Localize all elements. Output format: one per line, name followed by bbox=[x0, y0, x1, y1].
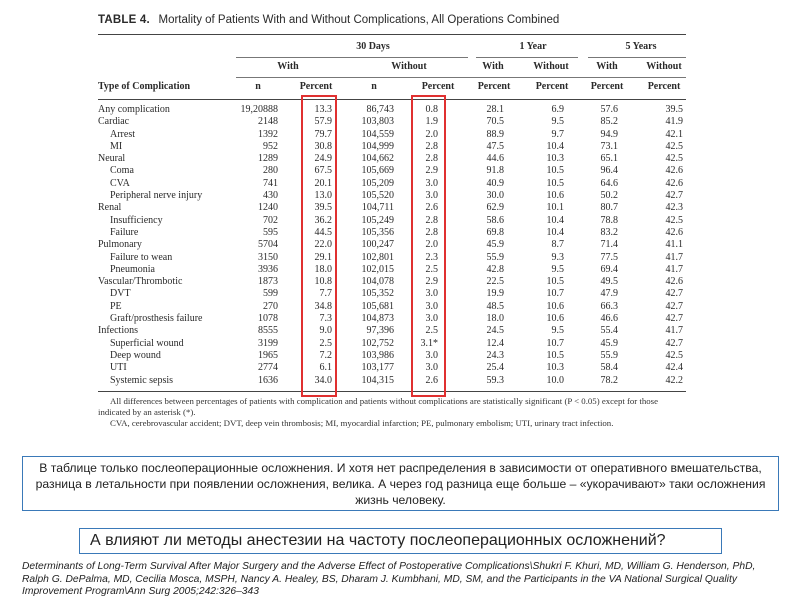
cell-1y-with: 24.3 bbox=[486, 349, 504, 361]
cell-5y-without: 42.7 bbox=[665, 313, 683, 325]
cell-with-n: 1289 bbox=[258, 153, 278, 165]
cell-1y-without: 10.6 bbox=[546, 190, 564, 202]
cell-1y-without: 10.5 bbox=[546, 177, 564, 189]
cell-5y-with: 77.5 bbox=[600, 251, 618, 263]
table-title bbox=[98, 8, 686, 32]
table-row bbox=[98, 239, 686, 251]
cell-with-n: 19,20888 bbox=[240, 104, 278, 115]
footnote-abbreviations: CVA, cerebrovascular accident; DVT, deep vein thrombosis; MI, myocardial infarction; PE, pulmonary embolism; UTI, urinary tract infection. bbox=[110, 417, 614, 428]
cell-without-percent: 2.8 bbox=[425, 140, 438, 152]
header-1y-without: Without bbox=[533, 61, 569, 72]
mortality-table bbox=[98, 8, 686, 429]
cell-with-percent: 29.1 bbox=[314, 251, 332, 263]
cell-without-n: 105,669 bbox=[361, 165, 394, 177]
cell-without-n: 103,177 bbox=[361, 362, 394, 374]
header-30-days: 30 Days bbox=[356, 41, 390, 52]
cell-1y-with: 24.5 bbox=[486, 325, 504, 337]
cell-with-percent: 24.9 bbox=[314, 153, 332, 165]
cell-1y-without: 10.4 bbox=[546, 140, 564, 152]
table-caption: Mortality of Patients With and Without Complications, All Operations Combined bbox=[158, 14, 560, 26]
cell-1y-without: 10.4 bbox=[546, 226, 564, 238]
cell-5y-with: 69.4 bbox=[600, 263, 618, 275]
cell-1y-with: 48.5 bbox=[486, 300, 504, 312]
table-row bbox=[98, 178, 686, 190]
cell-with-n: 1078 bbox=[258, 313, 278, 325]
table-row bbox=[98, 375, 686, 387]
cell-5y-without: 42.2 bbox=[665, 374, 683, 386]
row-label: MI bbox=[110, 140, 123, 152]
cell-1y-with: 18.0 bbox=[486, 313, 504, 325]
cell-5y-with: 78.2 bbox=[600, 374, 618, 386]
header-30-without: Without bbox=[391, 61, 427, 72]
cell-5y-with: 49.5 bbox=[600, 276, 618, 288]
cell-5y-with: 66.3 bbox=[600, 300, 618, 312]
table-row bbox=[98, 338, 686, 350]
cell-5y-with: 45.9 bbox=[600, 337, 618, 349]
cell-1y-without: 6.9 bbox=[551, 104, 564, 115]
cell-5y-with: 80.7 bbox=[600, 202, 618, 214]
cell-5y-with: 85.2 bbox=[600, 116, 618, 128]
row-label: Failure bbox=[110, 226, 139, 238]
table-row bbox=[98, 165, 686, 177]
row-label: Vascular/Thrombotic bbox=[98, 276, 183, 288]
header-n-without: n bbox=[371, 81, 377, 92]
cell-5y-without: 41.1 bbox=[665, 239, 683, 251]
table-row bbox=[98, 264, 686, 276]
cell-5y-with: 55.9 bbox=[600, 349, 618, 361]
cell-without-n: 97,396 bbox=[366, 325, 394, 337]
cell-5y-without: 42.5 bbox=[665, 153, 683, 165]
cell-with-n: 741 bbox=[263, 177, 278, 189]
header-5y-with: With bbox=[596, 61, 618, 72]
cell-1y-with: 28.1 bbox=[486, 104, 504, 115]
cell-1y-with: 44.6 bbox=[486, 153, 504, 165]
cell-5y-with: 55.4 bbox=[600, 325, 618, 337]
cell-with-n: 2148 bbox=[258, 116, 278, 128]
cell-5y-with: 47.9 bbox=[600, 288, 618, 300]
cell-5y-without: 42.7 bbox=[665, 190, 683, 202]
cell-5y-without: 42.5 bbox=[665, 214, 683, 226]
row-label: Arrest bbox=[110, 128, 135, 140]
cell-with-n: 1965 bbox=[258, 349, 278, 361]
table-row bbox=[98, 202, 686, 214]
footnote-significance: All differences between percentages of patients with complication and patients without complications are statistically significant (P < 0.05) except for those indicated by an asterisk (*). bbox=[98, 395, 659, 417]
cell-without-percent: 2.3 bbox=[425, 251, 438, 263]
cell-5y-without: 41.7 bbox=[665, 325, 683, 337]
cell-5y-with: 64.6 bbox=[600, 177, 618, 189]
cell-5y-without: 42.7 bbox=[665, 337, 683, 349]
cell-without-percent: 3.0 bbox=[425, 349, 438, 361]
cell-1y-without: 10.5 bbox=[546, 349, 564, 361]
cell-5y-without: 42.6 bbox=[665, 177, 683, 189]
cell-without-percent: 2.6 bbox=[425, 202, 438, 214]
cell-1y-without: 10.1 bbox=[546, 202, 564, 214]
table-row bbox=[98, 313, 686, 325]
cell-without-n: 104,711 bbox=[361, 202, 394, 214]
cell-without-n: 103,986 bbox=[361, 349, 394, 361]
cell-with-percent: 67.5 bbox=[314, 165, 332, 177]
cell-1y-with: 19.9 bbox=[486, 288, 504, 300]
cell-1y-without: 10.0 bbox=[546, 374, 564, 386]
question-text: А влияют ли методы анестезии на частоту послеоперационных осложнений? bbox=[90, 532, 666, 549]
cell-5y-with: 57.6 bbox=[600, 104, 618, 115]
cell-without-percent: 2.9 bbox=[425, 276, 438, 288]
cell-with-n: 1240 bbox=[258, 202, 278, 214]
cell-5y-without: 41.7 bbox=[665, 251, 683, 263]
question-box bbox=[79, 528, 722, 554]
cell-1y-without: 10.7 bbox=[546, 288, 564, 300]
header-type: Type of Complication bbox=[98, 81, 191, 92]
cell-1y-without: 10.4 bbox=[546, 214, 564, 226]
cell-1y-without: 10.6 bbox=[546, 300, 564, 312]
cell-5y-with: 78.8 bbox=[600, 214, 618, 226]
cell-with-n: 5704 bbox=[258, 239, 278, 251]
cell-1y-without: 10.3 bbox=[546, 362, 564, 374]
cell-with-n: 1636 bbox=[258, 374, 278, 386]
cell-5y-without: 42.5 bbox=[665, 349, 683, 361]
cell-1y-with: 58.6 bbox=[486, 214, 504, 226]
cell-5y-without: 39.5 bbox=[665, 104, 683, 115]
cell-without-n: 102,801 bbox=[361, 251, 394, 263]
cell-without-percent: 3.0 bbox=[425, 362, 438, 374]
cell-with-n: 280 bbox=[263, 165, 278, 177]
cell-with-n: 3936 bbox=[258, 263, 278, 275]
cell-5y-without: 42.6 bbox=[665, 276, 683, 288]
cell-with-percent: 57.9 bbox=[314, 116, 332, 128]
header-5y-without: Without bbox=[646, 61, 682, 72]
cell-without-n: 103,803 bbox=[361, 116, 394, 128]
row-label: Systemic sepsis bbox=[110, 374, 174, 386]
cell-without-percent: 2.0 bbox=[425, 128, 438, 140]
cell-without-n: 105,209 bbox=[361, 177, 394, 189]
cell-without-n: 105,520 bbox=[361, 190, 394, 202]
table-row bbox=[98, 104, 686, 116]
table-row bbox=[98, 153, 686, 165]
header-1y-with: With bbox=[482, 61, 504, 72]
table-row bbox=[98, 350, 686, 362]
header-pct-5y-with: Percent bbox=[590, 81, 624, 92]
cell-with-n: 430 bbox=[263, 190, 278, 202]
cell-1y-with: 45.9 bbox=[486, 239, 504, 251]
cell-1y-without: 9.5 bbox=[551, 116, 564, 128]
table-row bbox=[98, 141, 686, 153]
row-label: PE bbox=[110, 300, 122, 312]
cell-1y-with: 59.3 bbox=[486, 374, 504, 386]
cell-without-percent: 2.8 bbox=[425, 153, 438, 165]
cell-5y-without: 42.6 bbox=[665, 165, 683, 177]
cell-1y-without: 10.6 bbox=[546, 313, 564, 325]
cell-5y-with: 71.4 bbox=[600, 239, 618, 251]
cell-with-percent: 7.2 bbox=[319, 349, 332, 361]
cell-without-percent: 3.0 bbox=[425, 313, 438, 325]
cell-5y-with: 94.9 bbox=[600, 128, 618, 140]
cell-without-n: 105,249 bbox=[361, 214, 394, 226]
table-row bbox=[98, 190, 686, 202]
cell-5y-with: 73.1 bbox=[600, 140, 618, 152]
commentary-text: В таблице только послеоперационные осложнения. И хотя нет распределения в зависимости от оперативного вмешательства, разница в летальности при появлении осложнения, велика. А через год разница еще больше – «укорачивают» таки осложнения жизнь человеку. bbox=[35, 461, 766, 507]
table-row bbox=[98, 116, 686, 128]
cell-without-percent: 3.0 bbox=[425, 177, 438, 189]
cell-1y-with: 25.4 bbox=[486, 362, 504, 374]
cell-1y-with: 47.5 bbox=[486, 140, 504, 152]
cell-5y-with: 50.2 bbox=[600, 190, 618, 202]
cell-without-percent: 2.8 bbox=[425, 214, 438, 226]
cell-5y-without: 42.5 bbox=[665, 140, 683, 152]
cell-with-n: 1873 bbox=[258, 276, 278, 288]
cell-without-percent: 2.9 bbox=[425, 165, 438, 177]
cell-without-n: 105,681 bbox=[361, 300, 394, 312]
header-pct-1y-without: Percent bbox=[535, 81, 569, 92]
header-30-with: With bbox=[277, 61, 299, 72]
cell-1y-without: 10.7 bbox=[546, 337, 564, 349]
bottom-rule bbox=[98, 391, 686, 392]
header-pct-5y-without: Percent bbox=[647, 81, 681, 92]
cell-1y-with: 55.9 bbox=[486, 251, 504, 263]
table-row bbox=[98, 325, 686, 337]
cell-with-percent: 44.5 bbox=[314, 226, 332, 238]
cell-5y-with: 58.4 bbox=[600, 362, 618, 374]
cell-with-percent: 30.8 bbox=[314, 140, 332, 152]
table-row bbox=[98, 288, 686, 300]
cell-without-n: 105,356 bbox=[361, 226, 394, 238]
cell-without-percent: 2.6 bbox=[425, 374, 438, 386]
row-label: UTI bbox=[110, 362, 127, 374]
cell-1y-with: 22.5 bbox=[486, 276, 504, 288]
cell-with-percent: 9.0 bbox=[319, 325, 332, 337]
cell-with-n: 702 bbox=[263, 214, 278, 226]
header-1-year: 1 Year bbox=[519, 41, 547, 52]
cell-5y-without: 41.7 bbox=[665, 263, 683, 275]
cell-without-percent: 3.0 bbox=[425, 190, 438, 202]
cell-1y-with: 70.5 bbox=[486, 116, 504, 128]
table-row bbox=[98, 215, 686, 227]
cell-5y-without: 42.7 bbox=[665, 300, 683, 312]
cell-5y-with: 83.2 bbox=[600, 226, 618, 238]
cell-without-n: 102,752 bbox=[361, 337, 394, 349]
cell-with-percent: 34.8 bbox=[314, 300, 332, 312]
row-label: Superficial wound bbox=[110, 337, 184, 349]
cell-without-percent: 3.0 bbox=[425, 288, 438, 300]
header-pct-without: Percent bbox=[421, 81, 455, 92]
cell-without-percent: 2.5 bbox=[425, 325, 438, 337]
cell-1y-without: 9.3 bbox=[551, 251, 564, 263]
table-row bbox=[98, 227, 686, 239]
cell-with-n: 2774 bbox=[258, 362, 278, 374]
row-label: Pneumonia bbox=[110, 263, 155, 275]
cell-with-n: 3150 bbox=[258, 251, 278, 263]
cell-5y-without: 42.1 bbox=[665, 128, 683, 140]
cell-1y-without: 10.5 bbox=[546, 276, 564, 288]
row-label: Any complication bbox=[98, 104, 170, 115]
table-row bbox=[98, 252, 686, 264]
cell-5y-without: 42.7 bbox=[665, 288, 683, 300]
cell-without-percent: 2.0 bbox=[425, 239, 438, 251]
cell-without-n: 86,743 bbox=[366, 104, 394, 115]
cell-without-n: 104,559 bbox=[361, 128, 394, 140]
cell-without-n: 104,315 bbox=[361, 374, 394, 386]
cell-1y-without: 9.5 bbox=[551, 325, 564, 337]
cell-1y-without: 9.5 bbox=[551, 263, 564, 275]
cell-5y-with: 65.1 bbox=[600, 153, 618, 165]
cell-5y-without: 42.4 bbox=[665, 362, 683, 374]
cell-1y-with: 42.8 bbox=[486, 263, 504, 275]
table-body bbox=[98, 100, 686, 391]
table-footnotes bbox=[98, 396, 686, 429]
table-row bbox=[98, 276, 686, 288]
cell-with-percent: 7.3 bbox=[319, 313, 332, 325]
cell-with-percent: 2.5 bbox=[319, 337, 332, 349]
cell-with-percent: 10.8 bbox=[314, 276, 332, 288]
cell-with-n: 1392 bbox=[258, 128, 278, 140]
cell-5y-without: 41.9 bbox=[665, 116, 683, 128]
table-number: TABLE 4. bbox=[98, 14, 150, 26]
cell-5y-with: 96.4 bbox=[600, 165, 618, 177]
cell-1y-with: 69.8 bbox=[486, 226, 504, 238]
row-label: CVA bbox=[110, 177, 130, 189]
row-label: Coma bbox=[110, 165, 134, 177]
commentary-box bbox=[22, 456, 779, 511]
cell-1y-with: 30.0 bbox=[486, 190, 504, 202]
cell-with-percent: 20.1 bbox=[314, 177, 332, 189]
cell-with-n: 599 bbox=[263, 288, 278, 300]
header-5-years: 5 Years bbox=[625, 41, 657, 52]
cell-1y-with: 88.9 bbox=[486, 128, 504, 140]
cell-without-percent: 0.8 bbox=[425, 104, 438, 115]
row-label: Deep wound bbox=[110, 349, 161, 361]
cell-with-percent: 13.3 bbox=[314, 104, 332, 115]
cell-1y-without: 9.7 bbox=[551, 128, 564, 140]
cell-with-percent: 39.5 bbox=[314, 202, 332, 214]
cell-without-percent: 3.0 bbox=[425, 300, 438, 312]
cell-with-percent: 79.7 bbox=[314, 128, 332, 140]
cell-5y-without: 42.6 bbox=[665, 226, 683, 238]
row-label: Pulmonary bbox=[98, 239, 142, 251]
cell-without-n: 104,078 bbox=[361, 276, 394, 288]
cell-without-percent: 2.8 bbox=[425, 226, 438, 238]
row-label: Infections bbox=[98, 325, 138, 337]
cell-with-percent: 13.0 bbox=[314, 190, 332, 202]
cell-without-n: 104,999 bbox=[361, 140, 394, 152]
cell-with-percent: 18.0 bbox=[314, 263, 332, 275]
citation: Determinants of Long-Term Survival After Major Surgery and the Adverse Effect of Postoperative Complications\Shukri F. Khuri, MD, William G. Henderson, PhD, Ralph G. DePalma, MD, Cecilia Mosca, MSPH, Nancy A. Healey, BS, Dharam J. Kumbhani, MD, SM, and the Participants in the VA National Surgical Quality Improvement Program\Ann Surg 2005;242:326–343 bbox=[22, 561, 756, 597]
row-label: Peripheral nerve injury bbox=[110, 190, 203, 202]
row-label: Renal bbox=[98, 202, 122, 214]
cell-1y-with: 40.9 bbox=[486, 177, 504, 189]
row-label: Failure to wean bbox=[110, 251, 173, 263]
row-label: Graft/prosthesis failure bbox=[110, 313, 203, 325]
cell-without-percent: 1.9 bbox=[425, 116, 438, 128]
cell-without-n: 104,873 bbox=[361, 313, 394, 325]
cell-with-percent: 7.7 bbox=[319, 288, 332, 300]
cell-without-n: 105,352 bbox=[361, 288, 394, 300]
table-row bbox=[98, 301, 686, 313]
cell-with-percent: 34.0 bbox=[314, 374, 332, 386]
cell-without-n: 100,247 bbox=[361, 239, 394, 251]
table-header bbox=[98, 35, 686, 99]
row-label: Insufficiency bbox=[110, 214, 163, 226]
cell-1y-without: 10.3 bbox=[546, 153, 564, 165]
cell-1y-without: 8.7 bbox=[551, 239, 564, 251]
cell-with-percent: 36.2 bbox=[314, 214, 332, 226]
cell-with-n: 270 bbox=[263, 300, 278, 312]
cell-with-n: 3199 bbox=[258, 337, 278, 349]
cell-without-percent: 2.5 bbox=[425, 263, 438, 275]
cell-5y-without: 42.3 bbox=[665, 202, 683, 214]
table-row bbox=[98, 129, 686, 141]
cell-without-n: 104,662 bbox=[361, 153, 394, 165]
cell-with-percent: 6.1 bbox=[319, 362, 332, 374]
cell-5y-with: 46.6 bbox=[600, 313, 618, 325]
cell-with-n: 595 bbox=[263, 226, 278, 238]
cell-without-n: 102,015 bbox=[361, 263, 394, 275]
cell-1y-without: 10.5 bbox=[546, 165, 564, 177]
cell-1y-with: 62.9 bbox=[486, 202, 504, 214]
header-pct-1y-with: Percent bbox=[477, 81, 511, 92]
row-label: Neural bbox=[98, 153, 126, 165]
cell-with-n: 8555 bbox=[258, 325, 278, 337]
cell-1y-with: 12.4 bbox=[486, 337, 504, 349]
cell-with-n: 952 bbox=[263, 140, 278, 152]
cell-1y-with: 91.8 bbox=[486, 165, 504, 177]
table-row bbox=[98, 362, 686, 374]
cell-without-percent: 3.1* bbox=[420, 337, 438, 349]
header-pct-with: Percent bbox=[299, 81, 333, 92]
cell-with-percent: 22.0 bbox=[314, 239, 332, 251]
row-label: Cardiac bbox=[98, 116, 130, 128]
row-label: DVT bbox=[110, 288, 131, 300]
header-n-with: n bbox=[255, 81, 261, 92]
